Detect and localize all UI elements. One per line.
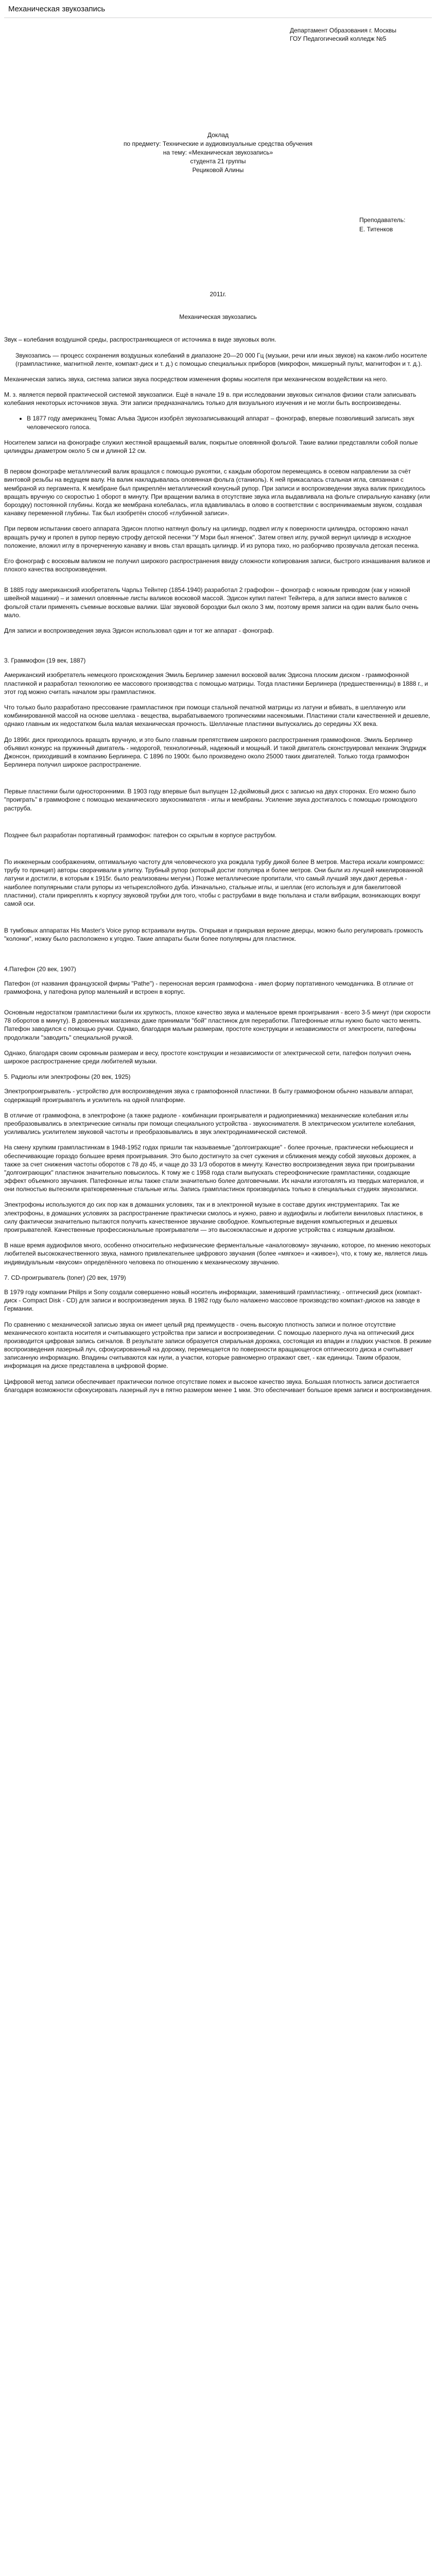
report-word: Доклад xyxy=(207,131,229,139)
paragraph: Позднее был разработан портативный граммофон: патефон со скрытым в корпусе раструбом. xyxy=(4,831,277,839)
paragraph: Электрофоны используются до сих пор как в домашних условиях, так и в электронной музыке в составе других инструментариях. Так же электрофоны, в домашних условиях за распространение практически смолось и нужно, равно и аудиофилы и любители виниловых пластинок, в силу фактически значительно пытаются получить качественное звучание свободное. Компьютерные видения компьютерных и дешевых проигрывателей. Качественные профессиональные проигрыватели — это высококлассные и дорогие устройства с изящным дизайном. xyxy=(4,1201,423,1233)
paragraph: Носителем записи на фонографе служил жестяной вращаемый валик, покрытые оловянной фольгой. Такие валики представляли собой полые цилиндры диаметром около 5 см и длиной 12 см. xyxy=(4,438,418,454)
paragraph: Электропроигрыватель - устройство для воспроизведения звука с грампофонной пластинки. В быту граммофоном обычно называли аппарат, содержащий проигрыватель и усилитель на одной платформе. xyxy=(4,1088,414,1104)
paragraph: В 1979 году компании Philips и Sony создали совершенно новый носитель информации, заменивший грампластинку, - оптический диск (компакт-диск - Compact Disk - CD) для записи и воспроизведения звука. В 1982 году было налажено массовое производство компакт-дисков на заводе в Германии. xyxy=(4,1288,422,1313)
paragraph: На смену хрупким грампластинкам в 1948-1952 годах пришли так называемые "долгоиграющие" - более прочные, практически небьющиеся и обеспечивающие гораздо большее время проигрывания. Это было достигнуто за счет сужения и сближения между собой звуковых дорожек, а также за счет снижения частоты оборотов с 78 до 45, и чаще до 33 1/3 оборотов в минуту. Качество воспроизведения звука при проигрывании "долгоиграющих" пластинок значительно повысилось. К тому же с 1958 года стали выпускать стереофонические грампластинки, создающие эффект объемного звучания. Патефонные иглы также стали значительно более долговечными. Их начали изготовлять из твердых материалов, и они полностью вытеснили кратковременные стальные иглы. Запись грампластинок производилась только в специальных студиях звукозаписи. xyxy=(4,1144,424,1193)
paragraph: М. з. является первой практической системой звукозаписи. Ещё в начале 19 в. при исследовании звуковых сигналов физики стали записывать колебания некоторых источников звука. Эти записи предназначались только для визуального изучения и не могли быть воспроизведены. xyxy=(4,391,416,407)
department-line: Департамент Образования г. Москвы xyxy=(290,27,396,35)
paragraph: В тумбовых аппаратах His Master's Voice рупор встраивали внутрь. Открывая и прикрывая верхние дверцы, можно было регулировать громкость "колонки", ножку было расположено к угодно. Такие аппараты были более популярны для пластинок. xyxy=(4,927,423,943)
student-name: Рециковой Алины xyxy=(192,166,244,174)
paragraph: Патефон (от названия французской фирмы "Pathe") - переносная версия граммофона - имел форму портативного чемоданчика. В отличие от граммофона, у патефона рупор маленький и встроен в корпус. xyxy=(4,979,414,995)
teacher-label: Преподаватель: xyxy=(359,216,406,224)
paragraph: Звук – колебания воздушной среды, распространяющиеся от источника в виде звуковых волн. xyxy=(4,336,276,344)
institution-header xyxy=(290,26,429,43)
topic-title: Механическая звукозапись xyxy=(179,313,257,321)
paragraph: В 1885 году американский изобретатель Чарльз Тейнтер (1854-1940) разработал 2 графофон – фонограф с ножным приводом (как у ножной швейной машинки) – и заменил оловянные листы валиков восковой массой. Эдисон купил патент Тейнтера, а для записи вместо валиков с фольгой стали применять съемные восковые валики. Шаг звуковой бороздки был около 3 мм, поэтому время записи на один валик было очень мало. xyxy=(4,586,419,619)
paragraph: В отличие от граммофона, в электрофоне (а также радиоле - комбинации проигрывателя и радиоприемника) механические колебания иглы преобразовывались в электрические сигналы при помощи специального устройства - звукоснимателя. В электрическом усилителе колебания, усиливались усилителем звуковой частоты и преобразовывались в звук электродинамической системой. xyxy=(4,1111,416,1136)
paragraph: По инженерным соображениям, оптимальную частоту для человеческого уха рождала турбу дикой более В метров. Мастера искали компромисс: трубу то принцип) авторы сворачивали в улитку. Трубный рупор (который достиг популяра и более метров. Они были из лучшей никелированной латуни и достигли, в которым к 1915г. было реализованы мегуни.) Позже металлические пропитали, что самый лучший звук дают деревья - наиболее популярными стали рупоры из четырехслойного дуба. Изначально, стальные иглы, и шеллак (его используя и для бакелитовой пластинки), стали прикреплять к корпусу звуковой трубки для того, чтобы с раструбами в виде тюльпана и стали вибрации, возникающих вокруг самой оси. xyxy=(4,858,425,907)
paragraph: До 1896г. диск приходилось вращать вручную, и это было главным препятствием широкого распространения граммофонов. Эмиль Берлинер объявил конкурс на пружинный двигатель - недорогой, технологичный, надежный и мощный. И такой двигатель сконструировал механик Элдридж Джонсон, приходивший в компанию Берлинера. С 1896 по 1900г. было произведено около 25000 таких двигателей. Только тогда граммофон Берлинера получил широкое распространение. xyxy=(4,736,427,769)
paragraph: Звукозапись — процесс сохранения воздушных колебаний в диапазоне 20—20 000 Гц (музыки, речи или иных звуков) на каком-либо носителе (грампластинке, магнитной ленте, компакт-диск и т. д.) с помощью специальных приборов (микрофон, микшерный пульт, магнитофон и т. д.). xyxy=(15,351,427,367)
college-line: ГОУ Педагогический колледж №5 xyxy=(290,35,387,43)
paragraph: Механическая запись звука, система записи звука посредством изменения формы носителя при механическом воздействии на него. xyxy=(4,375,388,383)
topic-line: на тему: «Механическая звукозапись» xyxy=(163,149,273,156)
section-heading: 7. CD-проигрыватель (toner) (20 век, 1979) xyxy=(4,1274,126,1281)
section-heading: 3. Граммофон (19 век, 1887) xyxy=(4,657,86,665)
teacher-block xyxy=(359,216,432,233)
document-title: Механическая звукозапись xyxy=(4,0,432,18)
paragraph: Однако, благодаря своим скромным размерам и весу, простоте конструкции и независимости от электрической сети, патефон получил очень широкое распространение среди любителей музыки. xyxy=(4,1049,411,1065)
paragraph: Для записи и воспроизведения звука Эдисон использовал один и тот же аппарат - фонограф. xyxy=(4,627,274,634)
paragraph: Что только было разработано прессование грампластинок при помощи стальной печатной матрицы из латуни и вбивать, в шеллачную или комбинированной массой на основе шеллака - вещества, вырабатываемого тропическими насекомыми. Пластинки стали качественней и дешевле, однако главным их недостатком была малая механическая прочность. Шеллачные пластинки выпускались до середины XX века. xyxy=(4,703,430,728)
subject-line: по предмету: Технические и аудиовизуальные средства обучения xyxy=(123,140,313,147)
report-title-block xyxy=(4,131,432,175)
paragraph: Американский изобретатель немецкого происхождения Эмиль Берлинер заменил восковой валик Эдисона плоским диском - граммофонной пластинкой и разработал технологию ее массового производства с помощью матрицы. Тогда пластинки Берлинера (предшественницы) в 1888 г., и этот год можно считать началом эры грампластинок. xyxy=(4,671,428,696)
section-heading: 5. Радиолы или электрофоны (20 век, 1925) xyxy=(4,1073,131,1081)
list-item: • В 1877 году американец Томас Альва Эдисон изобрёл звукозаписывающий аппарат – фонограф, впервые позволивший записать звук человеческого голоса. xyxy=(27,414,432,431)
body-text xyxy=(4,335,432,1394)
teacher-name: Е. Титенков xyxy=(359,225,393,233)
paragraph: Первые пластинки были односторонними. В 1903 году впервые был выпущен 12-дюймовый диск с записью на двух сторонах. Его можно было "проиграть" в граммофоне с помощью механического звукоснимателя - иглы и мембраны. Усиление звука достигалось с помощью громоздкого раструба. xyxy=(4,788,417,812)
paragraph: Основным недостатком грампластинки были их хрупкость, плохое качество звука и маленькое время проигрывания - всего 3-5 минут (при скорости 78 оборотов в минуту). В довоенных магазинах даже принимали "бой" пластинок для переработки. Патефонные иглы нужно было часто менять. Патефон заводился с помощью ручки. Однако, благодаря малым размерам, простоте конструкции и независимости от электросети, патефоны продолжали "заводить" специальной ручкой. xyxy=(4,1009,431,1041)
bullet-list xyxy=(15,414,432,431)
group-line: студента 21 группы xyxy=(190,158,246,165)
paragraph: В первом фонографе металлический валик вращался с помощью рукоятки, с каждым оборотом перемещаясь в осевом направлении за счёт винтовой резьбы на ведущем валу. На валик накладывалась оловянная фольга (станиоль). К ней прикасалась стальная игла, связанная с мембраной из пергамента. К мембране был прикреплён металлический конусный рупор. При записи и воспроизведении звука валик приходилось вращать вручную со скоростью 1 оборот в минуту. При вращении валика в отсутствие звука игла выдавливала на фольге спиральную канавку (или бороздку) постоянной глубины. Когда же мембрана колебалась, игла вдавливалась в олово в соответствии с воспринимаемым звуком, создавая канавку переменной глубины. Так был изобретён способ «глубинной записи». xyxy=(4,468,430,517)
paragraph: При первом испытании своего аппарата Эдисон плотно натянул фольгу на цилиндр, подвел иглу к поверхности цилиндра, осторожно начал вращать ручку и пропел в рупор первую строфу детской песенки "У Мэри был ягненок". Затем отвел иглу, ручкой вернул цилиндр в исходное положение, вложил иглу в прочерченную канавку и вновь стал вращать цилиндр. И из рупора тихо, но разборчиво прозвучала детская песенка. xyxy=(4,525,420,549)
paragraph: По сравнению с механической записью звука он имеет целый ряд преимуществ - очень высокую плотность записи и полное отсутствие механического контакта носителя и считывающего устройства при записи и воспроизведении. С помощью лазерного луча на оптический диск производится цифровая запись сигналов. В результате записи образуется спиральная дорожка, состоящая из впадин и гладких участков. В режиме воспроизведения лазерный луч, сфокусированный на дорожку, перемещается по поверхности вращающегося оптического диска и считывает записанную информацию. Впадины считываются как нули, а участки, которые равномерно отражают свет, - как единицы. Таким образом, информация на диске представлена в цифровой форме. xyxy=(4,1320,432,1370)
section-heading: 4.Патефон (20 век, 1907) xyxy=(4,965,76,973)
year: 2011г. xyxy=(210,290,226,298)
paragraph: Его фонограф с восковым валиком не получил широкого распространения ввиду сложности копирования записи, быстрого изнашивания валиков и плохого качества воспроизведения. xyxy=(4,557,430,573)
paragraph: Цифровой метод записи обеспечивает практически полное отсутствие помех и высокое качество звука. Большая плотность записи достигается благодаря возможности сфокусировать лазерный луч в пятно размером менее 1 мкм. Это обеспечивает большое время записи и воспроизведения. xyxy=(4,1378,432,1394)
paragraph: В наше время аудиофилов много, особенно относительно нефизические ферментальные «аналоговому» звучанию, которое, по мнению некоторых любителей высококачественного звука, намного привлекательнее цифрового звучания (более «мягкое» и «живое»), что, к тому же, является лишь индивидуальным «вкусом» определённого человека по отношению к механическому звучанию. xyxy=(4,1242,431,1266)
